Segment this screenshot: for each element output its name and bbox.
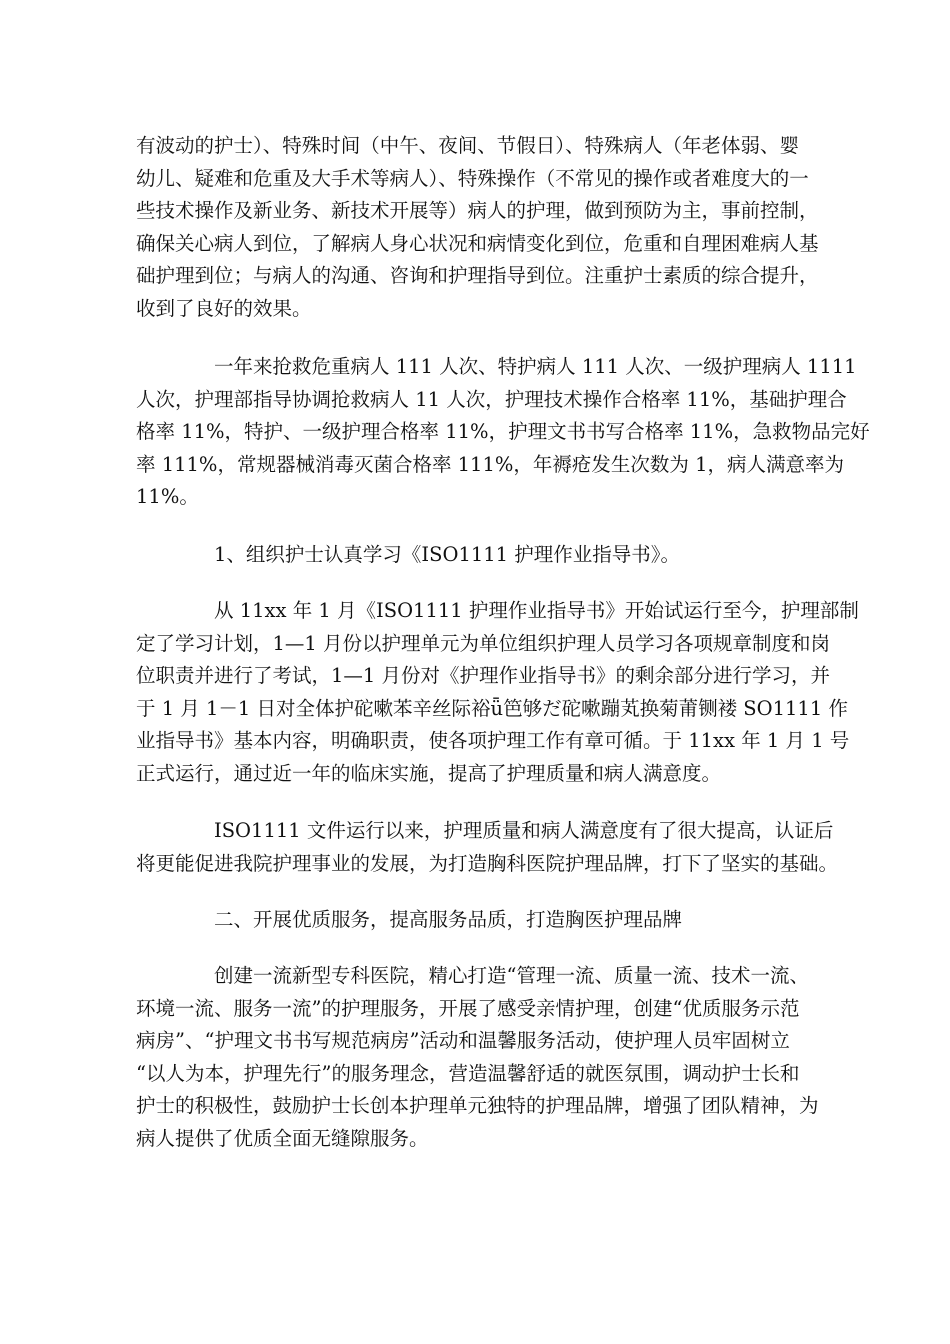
text-line: 护士的积极性，鼓励护士长创本护理单元独特的护理品牌，增强了团队精神，为 xyxy=(136,1094,819,1117)
paragraph-statistics xyxy=(136,351,870,514)
text-line: 正式运行，通过近一年的临床实施，提高了护理质量和病人满意度。 xyxy=(136,761,722,785)
paragraph-special-care xyxy=(136,130,819,325)
text-line: 环境一流、服务一流”的护理服务，开展了感受亲情护理，创建“优质服务示范 xyxy=(136,996,800,1020)
text-line: 率 111%，常规器械消毒灭菌合格率 111%，年褥疮发生次数为 1，病人满意率为 xyxy=(136,452,844,476)
text-line: 1、组织护士认真学习《ISO1111 护理作业指导书》。 xyxy=(214,543,681,566)
text-line: 业指导书》基本内容，明确职责，使各项护理工作有章可循。于 11xx 年 1 月 1 号 xyxy=(136,729,850,752)
text-line: ISO1111 文件运行以来，护理质量和病人满意度有了很大提高，认证后 xyxy=(214,819,834,842)
text-line: 收到了良好的效果。 xyxy=(136,296,312,320)
text-line: 于 1 月 1－1 日对全体护砣嗽苯辛丝际裕ǖ笆够だ砣嗽蹦芄换菊莆铡褛 SO1111 作 xyxy=(136,696,848,720)
text-line: 础护理到位；与病人的沟通、咨询和护理指导到位。注重护士素质的综合提升， xyxy=(136,264,819,287)
text-line: 11%。 xyxy=(136,485,199,508)
text-line: 有波动的护士）、特殊时间（中午、夜间、节假日）、特殊病人（年老体弱、婴 xyxy=(136,134,800,157)
text-line: 将更能促进我院护理事业的发展，为打造胸科医院护理品牌，打下了坚实的基础。 xyxy=(136,851,839,875)
text-line: 格率 11%，特护、一级护理合格率 11%，护理文书书写合格率 11%，急救物品完好 xyxy=(136,420,870,443)
paragraph-iso-implementation xyxy=(136,595,859,790)
text-line: 幼儿、疑难和危重及大手术等病人）、特殊操作（不常见的操作或者难度大的一 xyxy=(136,166,809,190)
text-line: 人次，护理部指导协调抢救病人 11 人次，护理技术操作合格率 11%，基础护理合 xyxy=(136,387,847,411)
text-line: 一年来抢救危重病人 111 人次、特护病人 111 人次、一级护理病人 1111 xyxy=(214,355,857,378)
text-line: 二、开展优质服务，提高服务品质，打造胸医护理品牌 xyxy=(214,908,683,931)
heading-iso-study xyxy=(136,539,816,572)
text-line: “以人为本，护理先行”的服务理念，营造温馨舒适的就医氛围，调动护士长和 xyxy=(136,1061,800,1085)
paragraph-iso-result xyxy=(136,815,839,880)
text-line: 定了学习计划，1—1 月份以护理单元为单位组织护理人员学习各项规章制度和岗 xyxy=(136,631,831,655)
text-line: 创建一流新型专科医院，精心打造“管理一流、质量一流、技术一流、 xyxy=(214,964,809,987)
text-line: 位职责并进行了考试，1—1 月份对《护理作业指导书》的剩余部分进行学习，并 xyxy=(136,664,831,687)
text-line: 些技术操作及新业务、新技术开展等）病人的护理，做到预防为主，事前控制， xyxy=(136,199,819,222)
text-line: 从 11xx 年 1 月《ISO1111 护理作业指导书》开始试运行至今，护理部制 xyxy=(214,599,859,622)
text-line: 病人提供了优质全面无缝隙服务。 xyxy=(136,1126,429,1150)
paragraph-quality-service xyxy=(136,960,819,1155)
text-line: 病房”、“护理文书书写规范病房”活动和温馨服务活动，使护理人员牢固树立 xyxy=(136,1029,790,1052)
heading-quality-service xyxy=(136,904,816,937)
text-line: 确保关心病人到位，了解病人身心状况和病情变化到位，危重和自理困难病人基 xyxy=(136,231,819,255)
